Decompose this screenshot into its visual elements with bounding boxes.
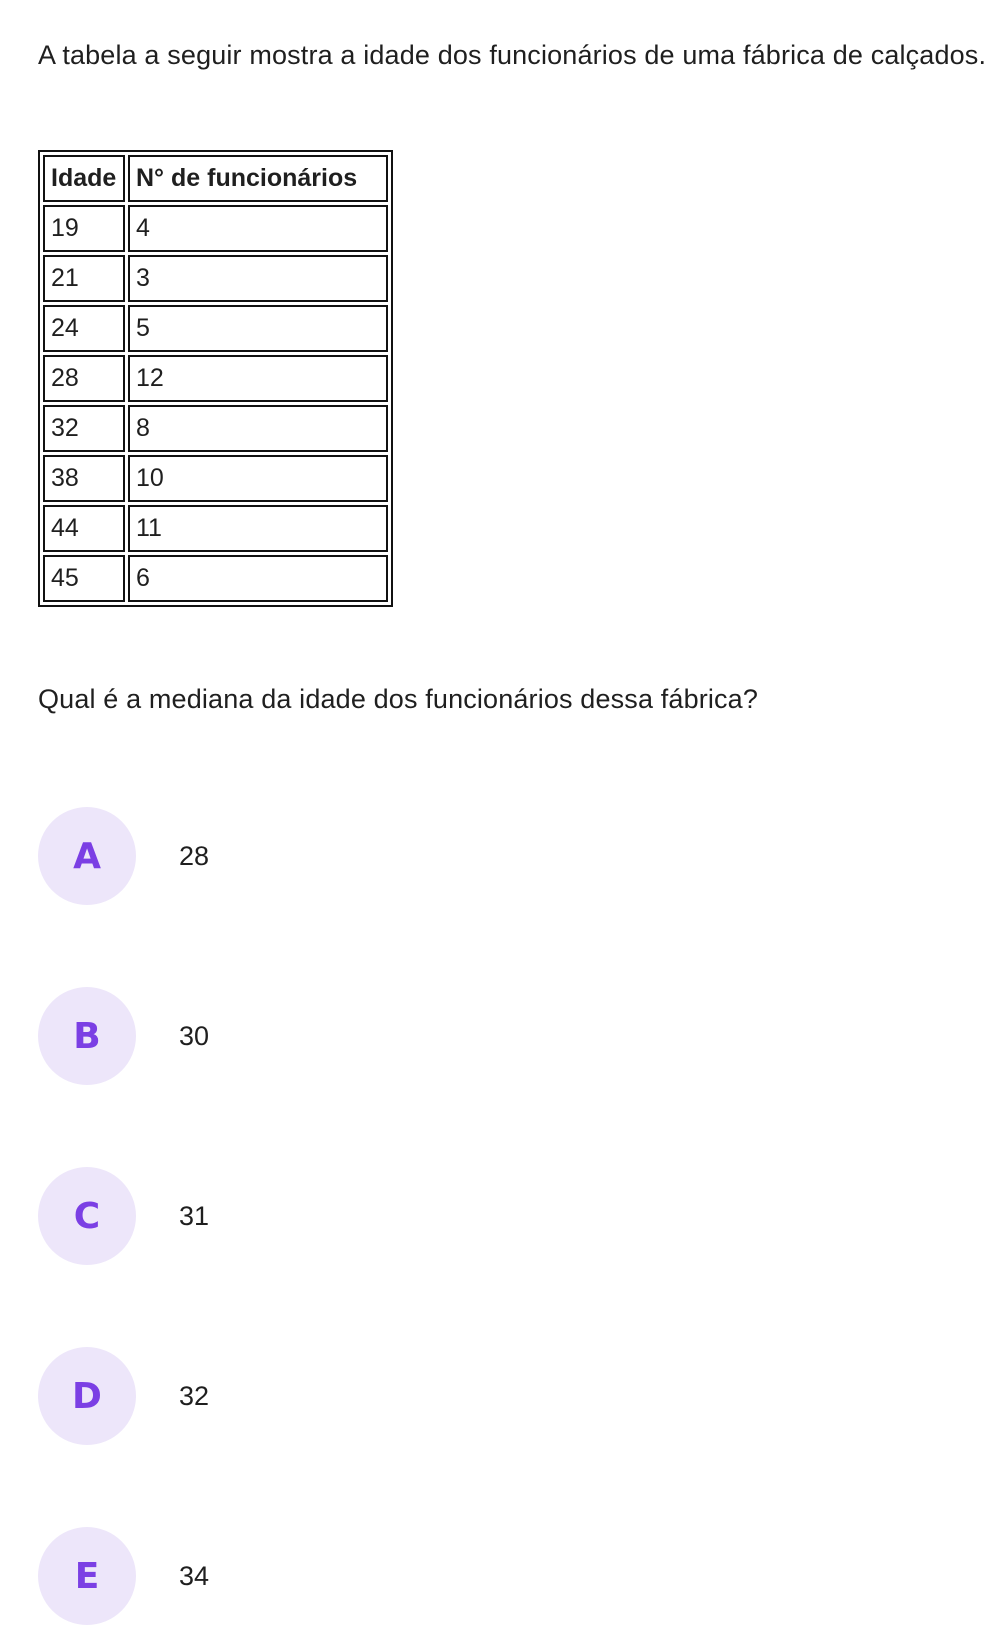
cell-age: 45 [43,555,125,602]
cell-age: 44 [43,505,125,552]
option-letter-badge: B [38,987,136,1085]
option-value: 30 [179,1020,210,1051]
table-header-row [43,155,388,202]
cell-count: 12 [128,355,388,402]
cell-count: 4 [128,205,388,252]
cell-count: 8 [128,405,388,452]
cell-count: 10 [128,455,388,502]
option-value: 32 [179,1380,210,1411]
cell-age: 21 [43,255,125,302]
option-d[interactable] [38,1347,209,1445]
cell-count: 5 [128,305,388,352]
table-row [43,555,388,602]
option-value: 31 [179,1200,210,1231]
table-row [43,255,388,302]
cell-count: 6 [128,555,388,602]
option-letter-badge: D [38,1347,136,1445]
cell-count: 3 [128,255,388,302]
table-row [43,455,388,502]
header-age: Idade [43,155,125,202]
table-row [43,205,388,252]
question-intro: A tabela a seguir mostra a idade dos funcionários de uma fábrica de calçados. [38,40,987,70]
option-a[interactable] [38,807,209,905]
table-row [43,305,388,352]
cell-age: 32 [43,405,125,452]
data-table [38,150,393,607]
option-c[interactable] [38,1167,209,1265]
cell-age: 24 [43,305,125,352]
cell-age: 28 [43,355,125,402]
option-letter-badge: A [38,807,136,905]
data-table-wrapper [38,150,393,607]
option-e[interactable] [38,1527,209,1625]
option-letter-badge: C [38,1167,136,1265]
cell-age: 19 [43,205,125,252]
option-b[interactable] [38,987,209,1085]
cell-count: 11 [128,505,388,552]
cell-age: 38 [43,455,125,502]
option-value: 28 [179,840,210,871]
option-value: 34 [179,1560,210,1591]
table-row [43,405,388,452]
table-row [43,505,388,552]
header-count: N° de funcionários [128,155,388,202]
table-row [43,355,388,402]
question-prompt: Qual é a mediana da idade dos funcionários dessa fábrica? [38,684,759,714]
option-letter-badge: E [38,1527,136,1625]
